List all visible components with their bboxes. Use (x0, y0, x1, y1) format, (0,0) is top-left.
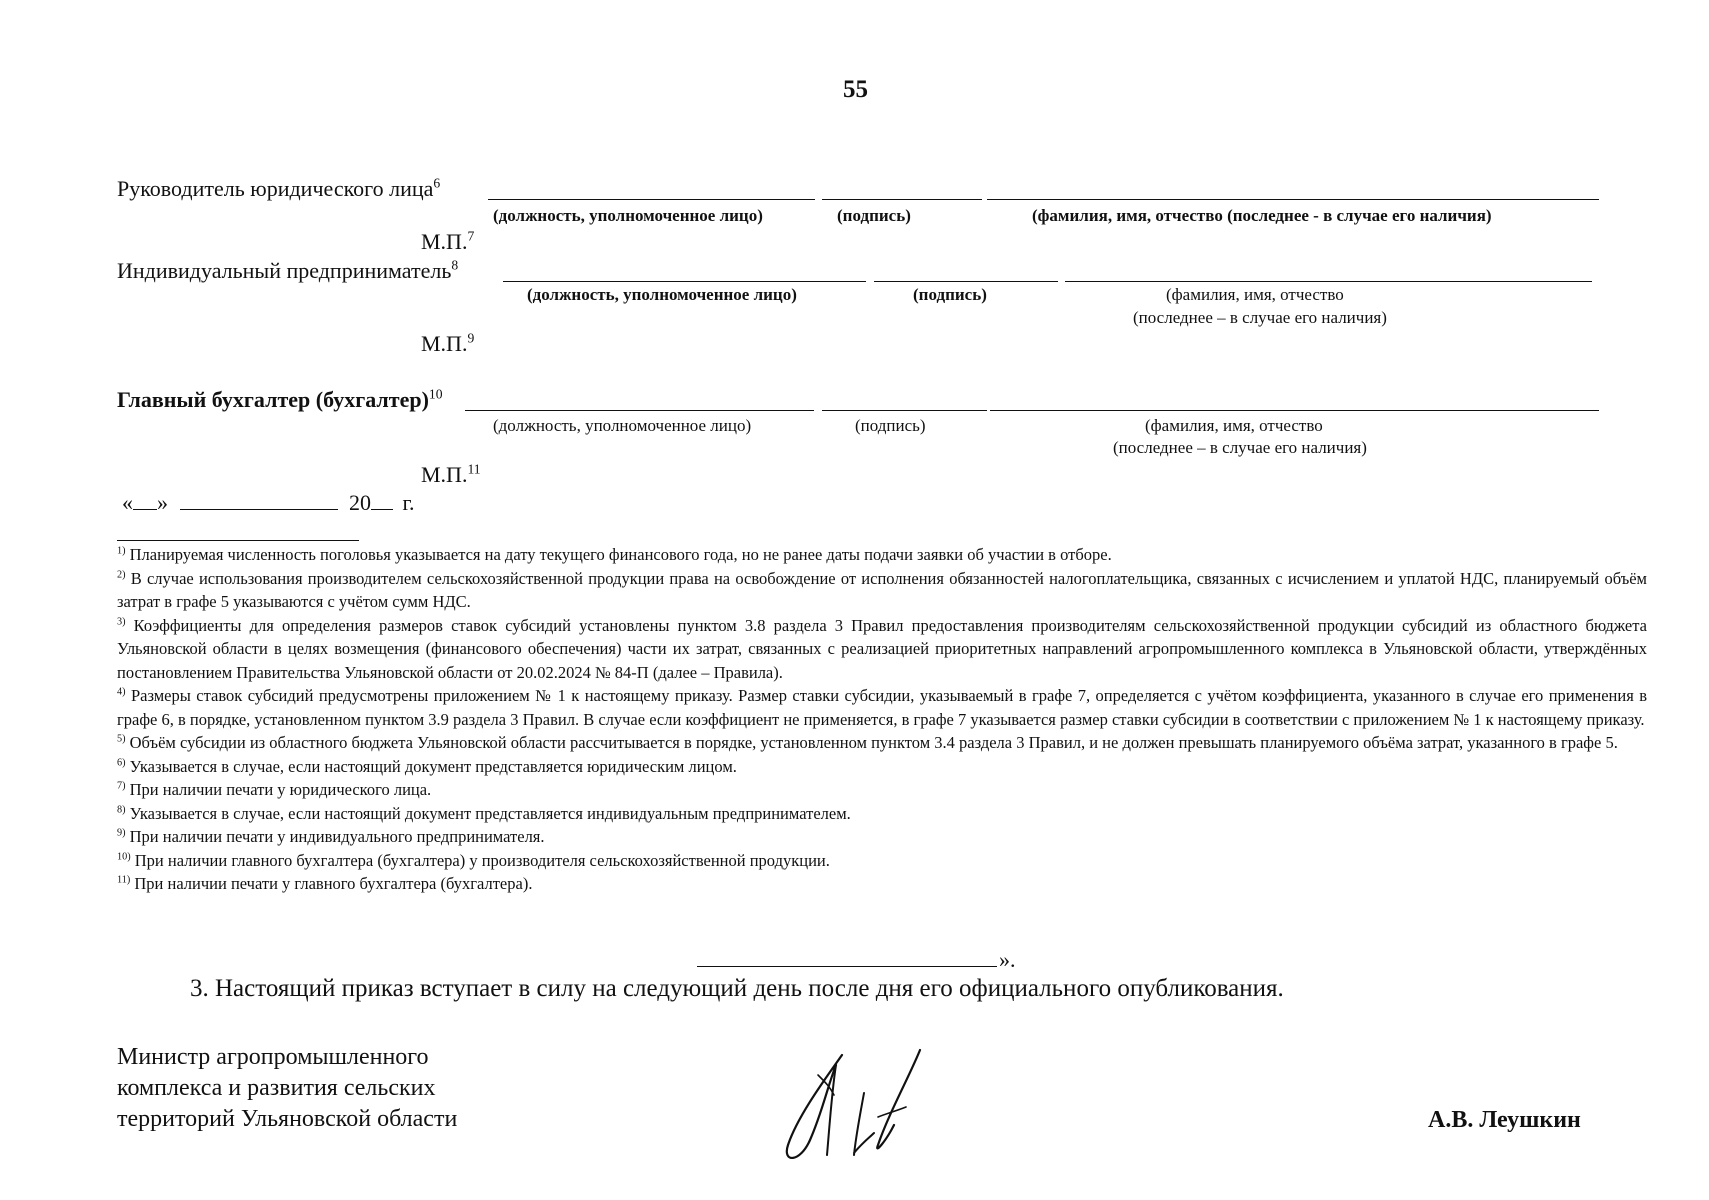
footnote-4: $^{4)}$ Размеры ставок субсидий предусмотрены приложением № 1 к настоящему приказу. Размер ставки субсидии, указываемый в графе 7, определяется с учётом коэффициента, указанного в случае его применения в графе 6, в порядке, установленном пунктом 3.9 раздела 3 Правил. В случае если коэффициент не применяется, в графе 7 указывается размер ставки субсидии в соответствии с приложением № 1 к настоящему приказу. (117, 686, 1648, 729)
footnote-separator (117, 540, 359, 541)
head-stamp-ref: 7 (467, 228, 475, 244)
entrepreneur-caption-signature: (подпись) (913, 285, 987, 304)
minister-title-line-1: Министр агропромышленного (117, 1044, 429, 1070)
page-number: 55 (843, 76, 868, 103)
accountant-stamp-ref: 11 (467, 461, 481, 477)
accountant-ref: 10 (428, 386, 443, 402)
accountant-label-text: Главный бухгалтер (бухгалтер) (117, 387, 429, 412)
head-stamp-text: М.П. (421, 229, 468, 254)
footnote-1: $^{1)}$ Планируемая численность поголовья указывается на дату текущего финансового года, но не ранее даты подачи заявки об участии в отборе. (117, 545, 1112, 564)
date-line (122, 490, 415, 516)
entrepreneur-ref: 8 (451, 257, 459, 273)
head-caption-position: (должность, уполномоченное лицо) (493, 206, 763, 225)
date-open-quote: « (122, 490, 133, 515)
footnote-10: $^{10)}$ При наличии главного бухгалтера (бухгалтера) у производителя сельскохозяйственной продукции. (117, 850, 830, 870)
closing-mark: ». (999, 947, 1016, 972)
date-year-prefix: 20 (349, 490, 371, 515)
accountant-stamp-text: М.П. (421, 462, 468, 487)
date-close-quote: » (157, 490, 168, 515)
entrepreneur-stamp-text: М.П. (421, 331, 468, 356)
head-ref: 6 (433, 175, 441, 191)
minister-title-line-2: комплекса и развития сельских (117, 1075, 436, 1101)
footnotes (117, 543, 1647, 896)
entrepreneur-position-line (503, 281, 866, 282)
footnote-5: $^{5)}$ Объём субсидии из областного бюджета Ульяновской области рассчитывается в порядке, установленном пунктом 3.4 раздела 3 Правил, и не должен превышать планируемого объёма затрат, указанного в графе 5. (117, 733, 1618, 752)
footnote-9: $^{9)}$ При наличии печати у индивидуального предпринимателя. (117, 827, 545, 846)
minister-title-line-3: территорий Ульяновской области (117, 1106, 458, 1132)
head-label (117, 176, 440, 202)
accountant-label (117, 387, 443, 413)
accountant-caption-name-1: (фамилия, имя, отчество (1145, 416, 1323, 435)
handwritten-signature (770, 1045, 950, 1170)
closing-line (697, 966, 997, 967)
entrepreneur-stamp-ref: 9 (467, 330, 475, 346)
entrepreneur-caption-name-2: (последнее – в случае его наличия) (1133, 308, 1387, 327)
accountant-name-line (990, 410, 1599, 411)
accountant-signature-line (822, 410, 987, 411)
accountant-stamp (421, 462, 481, 488)
entrepreneur-signature-line (874, 281, 1058, 282)
head-position-line (488, 199, 815, 200)
footnote-7: $^{7)}$ При наличии печати у юридического лица. (117, 780, 432, 799)
footnote-11: $^{11)}$ При наличии печати у главного бухгалтера (бухгалтера). (117, 874, 533, 893)
minister-title (117, 1042, 457, 1135)
footnote-3: $^{3)}$ Коэффициенты для определения размеров ставок субсидий установлены пунктом 3.8 раздела 3 Правил предоставления производителям сельскохозяйственной продукции субсидий из областного бюджета Ульяновской области в целях возмещения (финансового обеспечения) части их затрат, связанных с реализацией приоритетных направлений агропромышленного комплекса в Ульяновской области, утверждённых постановлением Правительства Ульяновской области от 20.02.2024 № 84-П (далее – Правила). (117, 615, 1647, 682)
accountant-position-line (465, 410, 814, 411)
entrepreneur-caption-position: (должность, уполномоченное лицо) (527, 285, 797, 304)
head-label-text: Руководитель юридического лица (117, 176, 434, 201)
footnote-2: $^{2)}$ В случае использования производителем сельскохозяйственной продукции права на освобождение от исполнения обязанностей налогоплательщика, связанных с исчислением и уплатой НДС, планируемый объём затрат в графе 5 указываются с учётом сумм НДС. (117, 568, 1647, 611)
footnote-6: $^{6)}$ Указывается в случае, если настоящий документ представляется юридическим лицом. (117, 756, 737, 776)
entrepreneur-label (117, 258, 458, 284)
accountant-caption-signature: (подпись) (855, 416, 926, 435)
head-stamp (421, 229, 474, 255)
minister-name: А.В. Леушкин (1428, 1107, 1581, 1133)
head-caption-name: (фамилия, имя, отчество (последнее - в случае его наличия) (1032, 206, 1492, 225)
entrepreneur-name-line (1065, 281, 1592, 282)
clause-3: 3. Настоящий приказ вступает в силу на следующий день после дня его официального опубликования. (190, 975, 1284, 1002)
accountant-caption-position: (должность, уполномоченное лицо) (493, 416, 752, 435)
head-caption-signature: (подпись) (837, 206, 911, 225)
accountant-caption-name-2: (последнее – в случае его наличия) (1113, 438, 1367, 457)
entrepreneur-label-text: Индивидуальный предприниматель (117, 258, 452, 283)
head-name-line (987, 199, 1599, 200)
head-signature-line (822, 199, 982, 200)
entrepreneur-caption-name-1: (фамилия, имя, отчество (1166, 285, 1344, 304)
footnote-8: $^{8)}$ Указывается в случае, если настоящий документ представляется индивидуальным предпринимателем. (117, 803, 851, 823)
date-year-suffix: г. (402, 490, 415, 515)
entrepreneur-stamp (421, 331, 474, 357)
